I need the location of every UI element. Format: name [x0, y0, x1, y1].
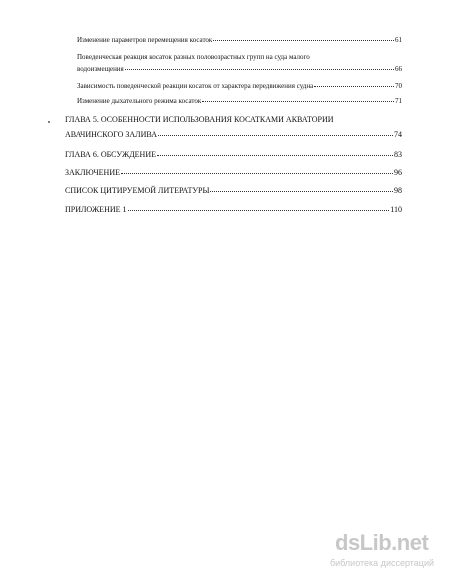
dot-leader [121, 173, 393, 174]
toc-entry-reaction-groups [77, 65, 402, 73]
dot-leader [213, 40, 394, 41]
watermark-logo: dsLib.net [335, 530, 429, 555]
toc-entry-breathing [77, 97, 402, 105]
dot-leader [125, 69, 394, 70]
toc-page-number: 98 [394, 186, 402, 195]
toc-entry-text-line1: Поведенческая реакция косаток разных половозрастных групп на суда малого [77, 53, 310, 61]
toc-page-number: 110 [390, 205, 402, 214]
toc-chapter-text: ГЛАВА 6. ОБСУЖДЕНИЕ [65, 150, 156, 159]
toc-entry-text-line2: водоизмещения [77, 65, 124, 73]
toc-entry-parameters [77, 36, 402, 44]
toc-chapter-text-line1: ГЛАВА 5. ОСОБЕННОСТИ ИСПОЛЬЗОВАНИЯ КОСАТКАМИ АКВАТОРИИ [65, 115, 334, 124]
toc-conclusion [65, 168, 402, 177]
toc-page-number: 71 [395, 97, 402, 105]
dot-leader [210, 191, 393, 192]
dot-leader [157, 155, 393, 156]
toc-chapter-text: ЗАКЛЮЧЕНИЕ [65, 168, 120, 177]
toc-entry-reaction-movement [77, 82, 402, 90]
toc-page-number: 74 [394, 130, 402, 139]
watermark [330, 530, 445, 575]
toc-chapter-6 [65, 150, 402, 159]
toc-references [65, 186, 402, 195]
watermark-subtitle: библиотека диссертаций [330, 558, 435, 568]
toc-page-number: 61 [395, 36, 402, 44]
dot-leader [314, 86, 394, 87]
toc-chapter-5 [65, 130, 402, 139]
dot-leader [158, 135, 393, 136]
dot-leader [202, 101, 394, 102]
margin-mark [48, 121, 50, 123]
toc-page-number: 70 [395, 82, 402, 90]
toc-page-number: 83 [394, 150, 402, 159]
toc-entry-text: Изменение дыхательного режима косаток [77, 97, 202, 105]
dot-leader [128, 210, 390, 211]
toc-chapter-text: ПРИЛОЖЕНИЕ 1 [65, 205, 127, 214]
toc-chapter-text-line2: АВАЧИНСКОГО ЗАЛИВА [65, 130, 157, 139]
toc-chapter-text: СПИСОК ЦИТИРУЕМОЙ ЛИТЕРАТУРЫ [65, 186, 210, 195]
toc-entry-text: Изменение параметров перемещения косаток [77, 36, 213, 44]
toc-entry-text: Зависимость поведенческой реакции косаток от характера передвижения судна [77, 82, 314, 90]
toc-page-number: 96 [394, 168, 402, 177]
toc-appendix [65, 205, 402, 214]
toc-page-number: 66 [395, 65, 402, 73]
